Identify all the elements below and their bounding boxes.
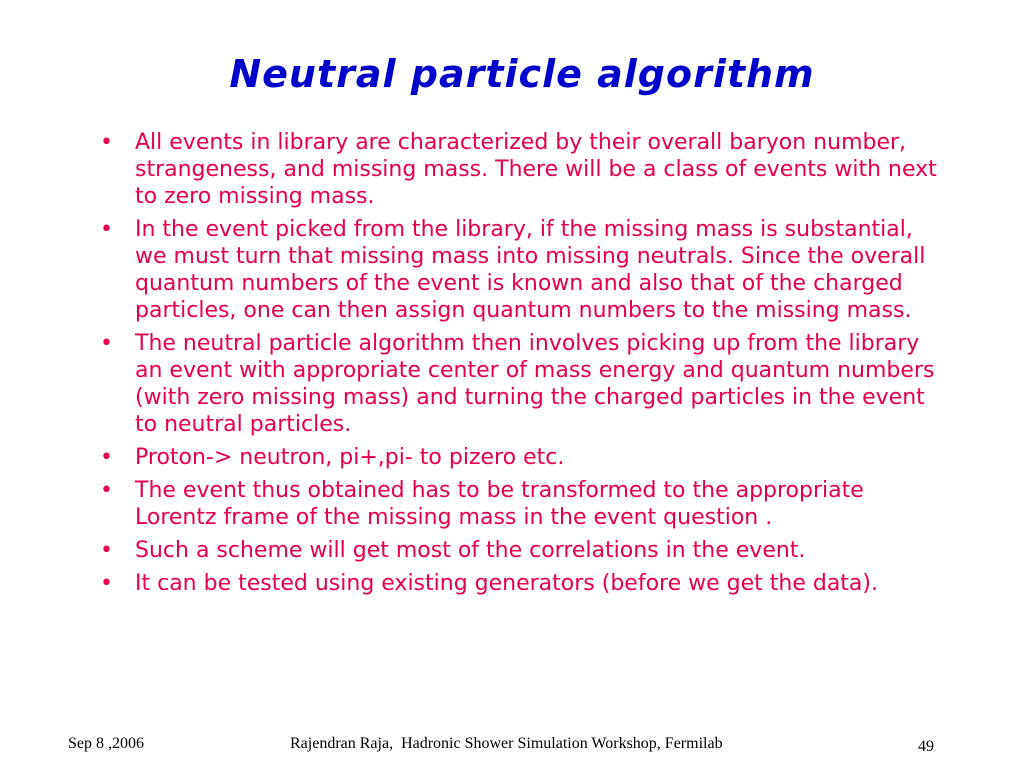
- bullet-text: The neutral particle algorithm then involves picking up from the library an event with appropriate center of mass energy and quantum numbers (with zero missing mass) and turning the charged particles in the event to neutral particles.: [135, 331, 935, 437]
- bullet-text: Such a scheme will get most of the correlations in the event.: [135, 538, 806, 563]
- bullet-item: [100, 444, 950, 471]
- bullet-item: [100, 477, 950, 531]
- bullet-icon: •: [100, 130, 113, 155]
- footer-credit: Rajendran Raja, Hadronic Shower Simulation Workshop, Fermilab: [290, 735, 723, 752]
- page-number: 49: [918, 738, 934, 755]
- bullet-text: The event thus obtained has to be transformed to the appropriate Lorentz frame of the missing mass in the event question .: [135, 478, 864, 530]
- bullet-list: [100, 129, 950, 603]
- bullet-icon: •: [100, 571, 113, 596]
- bullet-item: [100, 216, 950, 324]
- slide-title: Neutral particle algorithm: [229, 52, 815, 96]
- bullet-text: All events in library are characterized by their overall baryon number, strangeness, and missing mass. There will be a class of events with next to zero missing mass.: [135, 130, 937, 209]
- bullet-item: [100, 330, 950, 438]
- bullet-item: [100, 537, 950, 564]
- bullet-icon: •: [100, 445, 113, 470]
- footer-date: Sep 8 ,2006: [68, 735, 144, 752]
- bullet-item: [100, 570, 950, 597]
- bullet-text: In the event picked from the library, if the missing mass is substantial, we must turn that missing mass into missing neutrals. Since the overall quantum numbers of the event is known and also that of the charged particles, one can then assign quantum numbers to the missing mass.: [135, 217, 926, 323]
- bullet-icon: •: [100, 331, 113, 356]
- bullet-text: Proton-> neutron, pi+,pi- to pizero etc.: [135, 445, 565, 470]
- bullet-icon: •: [100, 217, 113, 242]
- bullet-item: [100, 129, 950, 210]
- bullet-text: It can be tested using existing generators (before we get the data).: [135, 571, 878, 596]
- bullet-icon: •: [100, 538, 113, 563]
- bullet-icon: •: [100, 478, 113, 503]
